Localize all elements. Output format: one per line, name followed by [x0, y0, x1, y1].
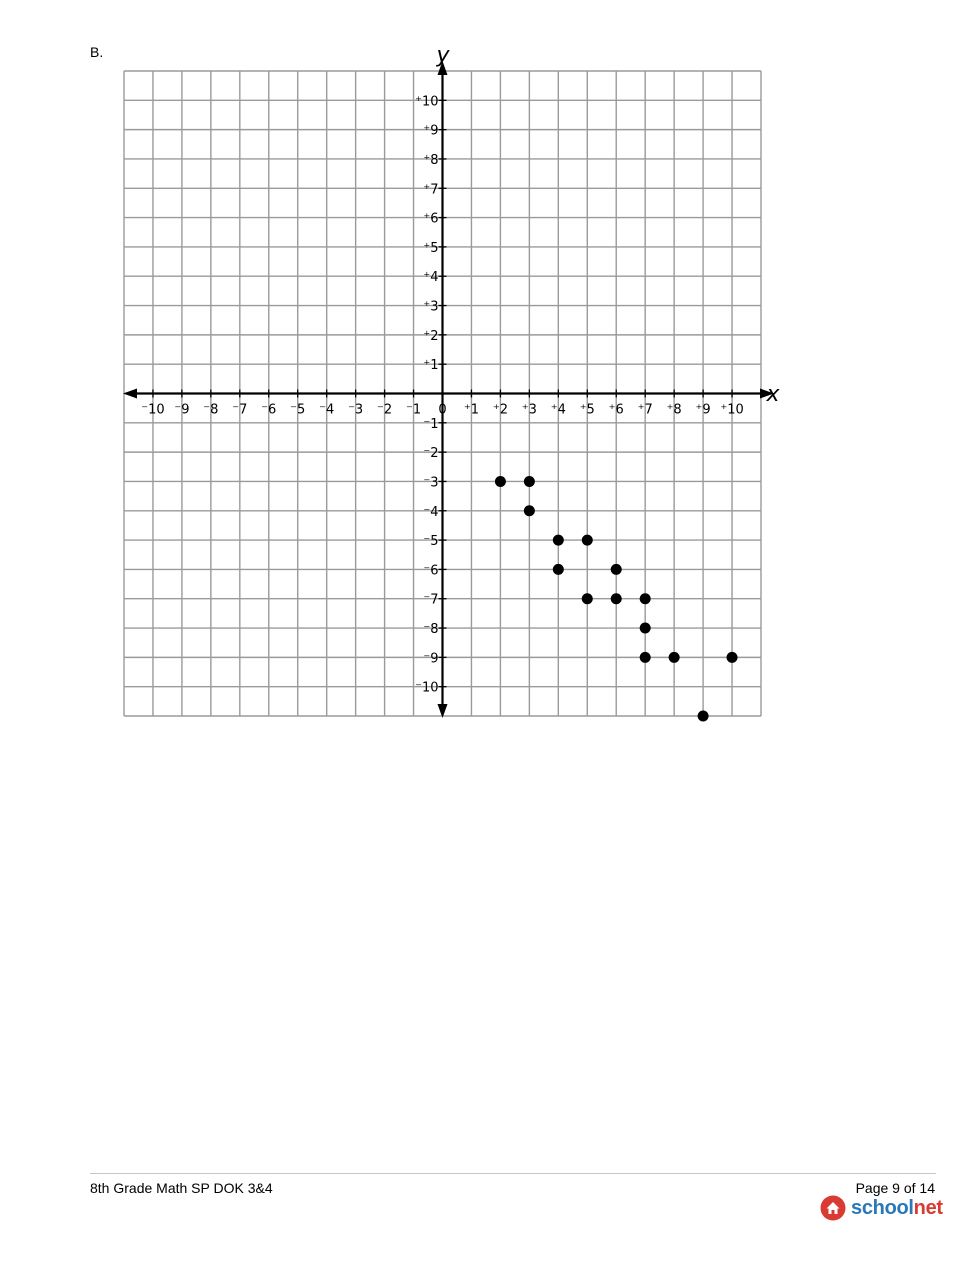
y-tick-label: ⁻1	[423, 416, 439, 432]
x-axis-arrow-left	[123, 389, 137, 399]
data-point	[611, 564, 622, 575]
x-tick-label: ⁻1	[405, 402, 422, 418]
data-point	[640, 623, 651, 634]
x-tick-label: ⁺10	[720, 402, 744, 418]
y-tick-label: ⁺10	[415, 94, 439, 110]
y-tick-label: ⁺5	[423, 240, 439, 256]
y-tick-label: ⁺9	[423, 123, 439, 139]
x-tick-label: ⁺9	[695, 402, 711, 418]
data-point	[553, 564, 564, 575]
x-tick-label: ⁻7	[232, 402, 248, 418]
y-tick-label: ⁺2	[423, 328, 439, 344]
y-tick-label: ⁺6	[423, 211, 439, 227]
data-point	[524, 505, 535, 516]
x-tick-label: ⁻8	[203, 402, 219, 418]
x-tick-label: ⁻5	[290, 402, 306, 418]
x-tick-label: ⁺5	[579, 402, 595, 418]
logo-text-school: school	[851, 1196, 914, 1219]
data-point	[727, 652, 738, 663]
page-number: Page 9 of 14	[855, 1180, 935, 1196]
y-tick-label: ⁻6	[423, 563, 439, 579]
y-tick-label: ⁻3	[423, 475, 439, 491]
data-point	[640, 652, 651, 663]
schoolnet-logo	[820, 1194, 943, 1222]
y-tick-label: ⁺8	[423, 152, 439, 168]
x-axis-label: x	[766, 382, 780, 407]
x-tick-label: ⁻2	[377, 402, 393, 418]
option-label: B.	[90, 44, 104, 60]
x-tick-label: ⁻3	[348, 402, 364, 418]
x-tick-label: ⁺8	[666, 402, 682, 418]
data-point	[582, 593, 593, 604]
y-tick-label: ⁻10	[415, 680, 439, 696]
x-tick-label: 0	[438, 402, 447, 418]
x-tick-label: ⁻4	[319, 402, 335, 418]
y-tick-label: ⁻9	[423, 651, 439, 667]
y-tick-label: ⁻5	[423, 534, 439, 550]
coordinate-grid-chart	[110, 40, 790, 730]
data-point	[582, 535, 593, 546]
x-tick-label: ⁻9	[174, 402, 190, 418]
data-point	[698, 711, 709, 722]
y-tick-label: ⁻8	[423, 622, 439, 638]
x-tick-label: ⁺3	[521, 402, 537, 418]
y-tick-label: ⁻4	[423, 504, 439, 520]
x-tick-label: ⁻10	[141, 402, 165, 418]
x-tick-label: ⁺4	[550, 402, 566, 418]
house-icon	[820, 1195, 846, 1221]
footer-divider	[90, 1173, 936, 1174]
y-tick-label: ⁻2	[423, 446, 439, 462]
data-point	[553, 535, 564, 546]
data-point	[669, 652, 680, 663]
y-axis-label: y	[436, 43, 450, 68]
x-tick-label: ⁺7	[637, 402, 653, 418]
y-tick-label: ⁺1	[423, 358, 439, 374]
y-tick-label: ⁺7	[423, 182, 439, 198]
y-tick-label: ⁺3	[423, 299, 439, 315]
footer-title: 8th Grade Math SP DOK 3&4	[90, 1180, 273, 1196]
logo-text-net: net	[913, 1196, 943, 1219]
x-tick-label: ⁺2	[492, 402, 508, 418]
data-point	[640, 593, 651, 604]
data-point	[524, 476, 535, 487]
x-tick-label: ⁺1	[463, 402, 480, 418]
y-tick-label: ⁺4	[423, 270, 439, 286]
x-tick-label: ⁺6	[608, 402, 624, 418]
x-tick-label: ⁻6	[261, 402, 277, 418]
y-tick-label: ⁻7	[423, 592, 439, 608]
data-point	[495, 476, 506, 487]
data-point	[611, 593, 622, 604]
